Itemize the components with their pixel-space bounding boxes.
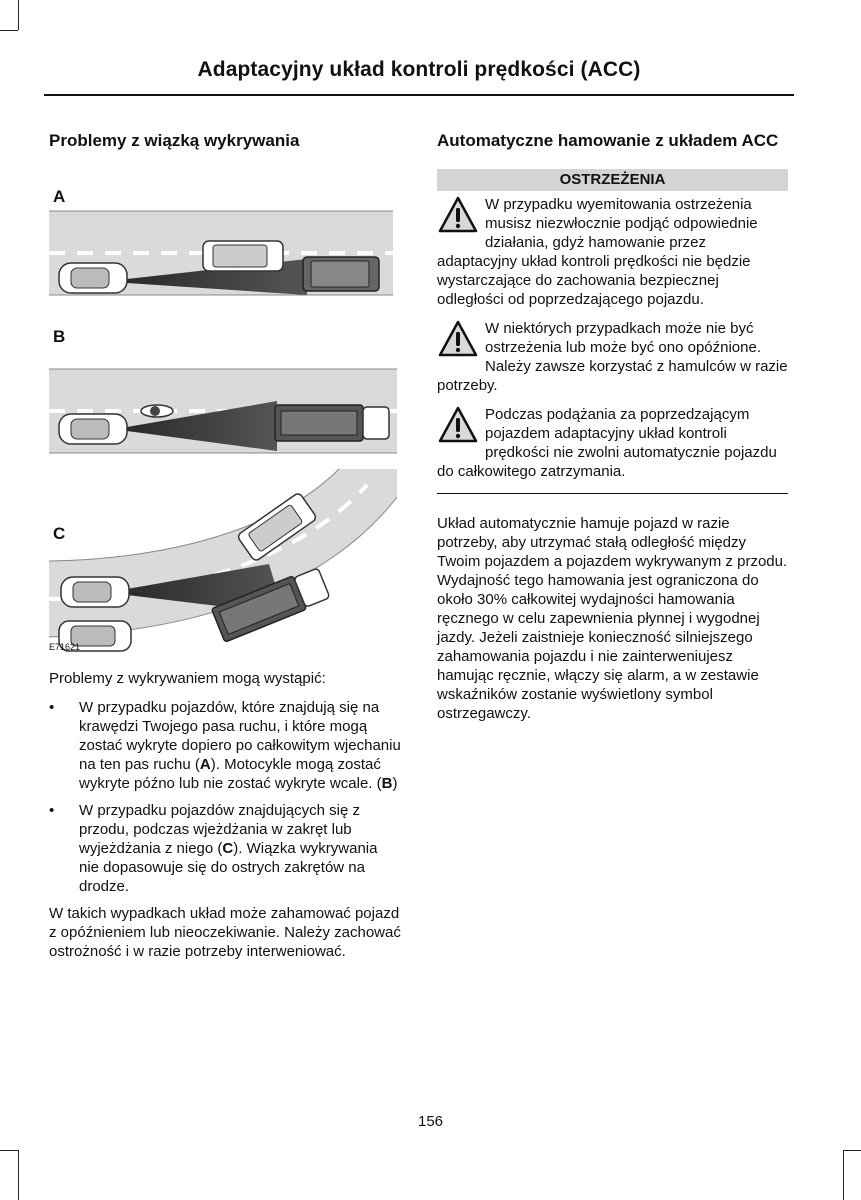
closing-paragraph: W takich wypadkach układ może zahamować pojazd z opóźnieniem lub nieoczekiwanie. Należy zachować ostrożność i w razie potrzeby interweniować.: [49, 905, 401, 960]
warning-triangle-icon: [437, 195, 479, 235]
warning-item: Podczas podążania za poprzedzającym pojazdem adaptacyjny układ kontroli prędkości nie zwolni automatycznie pojazdu do całkowitego zatrzymania.: [437, 406, 777, 480]
warnings-divider: [437, 493, 788, 494]
list-item: • W przypadku pojazdów znajdujących się z przodu, podczas wjeżdżania w zakręt lub wyjeżdżania z niego (C). Wiązka wykrywania nie dopasowuje się do ostrych zakrętów na drodze.: [49, 802, 378, 895]
section-heading-braking: Automatyczne hamowanie z układem ACC: [437, 131, 779, 150]
header-divider: [44, 94, 794, 96]
figure-code: E71621: [49, 642, 81, 652]
van-icon: [303, 257, 379, 291]
problem-list: [49, 698, 401, 896]
crop-mark: [18, 1150, 19, 1200]
car-icon: [59, 263, 127, 293]
car-icon: [61, 577, 129, 607]
intro-text: Problemy z wykrywaniem mogą wystąpić:: [49, 670, 326, 687]
detection-beam-illustration: [49, 169, 397, 659]
crop-mark: [0, 30, 18, 31]
suv-icon: [203, 241, 283, 271]
motorcycle-icon: [141, 405, 173, 417]
crop-mark: [18, 0, 19, 30]
scenario-b: [49, 369, 397, 453]
page-title: Adaptacyjny układ kontroli prędkości (ACC): [197, 58, 641, 81]
warning-triangle-icon: [437, 319, 479, 359]
crop-mark: [843, 1150, 844, 1200]
page-number: 156: [417, 1113, 444, 1130]
bullet-icon: •: [49, 802, 55, 819]
scenario-a: [49, 211, 393, 295]
figure-label-c: C: [53, 524, 66, 543]
crop-mark: [0, 1150, 18, 1151]
car-icon: [59, 414, 127, 444]
crop-mark: [843, 1150, 861, 1151]
warnings-header: OSTRZEŻENIA: [437, 169, 788, 191]
truck-icon: [275, 405, 389, 441]
warning-item: W niektórych przypadkach może nie być ostrzeżenia lub może być ono opóźnione. Należy zawsze korzystać z hamulców w razie potrzeby.: [437, 320, 788, 394]
scenario-drawings: [49, 169, 397, 659]
figure-label-b: B: [53, 327, 66, 346]
section-heading-detection: Problemy z wiązką wykrywania: [49, 131, 300, 150]
bullet-icon: •: [49, 699, 55, 716]
figure-label-a: A: [53, 187, 66, 206]
warning-triangle-icon: [437, 405, 479, 445]
left-column: [49, 131, 401, 961]
right-column: [437, 131, 788, 723]
braking-paragraph: Układ automatycznie hamuje pojazd w razie potrzeby, aby utrzymać stałą odległość między Twoim pojazdem a pojazdem wykrywanym z przodu. Wydajność tego hamowania jest ograniczona do około 30% całkowitej wydajności hamowania ręcznego w celu zapewnienia płynnej i wygodnej jazdy. Jeżeli zaistnieje konieczność silniejszego zahamowania pojazdu i nie zainterweniujesz hamując ręcznie, włączy się alarm, a w zestawie wskaźników zostanie wyświetlony symbol ostrzegawczy.: [437, 515, 788, 722]
warning-item: W przypadku wyemitowania ostrzeżenia musisz niezwłocznie podjąć odpowiednie działania, gdyż hamowanie przez adaptacyjny układ kontroli prędkości nie będzie wystarczające do zachowania bezpiecznej odległości od poprzedzającego pojazdu.: [437, 196, 758, 308]
scenario-c: [49, 469, 397, 651]
list-item: • W przypadku pojazdów, które znajdują się na krawędzi Twojego pasa ruchu, i które mogą zostać wykryte dopiero po całkowitym wjechaniu na ten pas ruchu (A). Motocykle mogą zostać wykryte późno lub nie zostać wykryte wcale. (B): [49, 699, 401, 792]
